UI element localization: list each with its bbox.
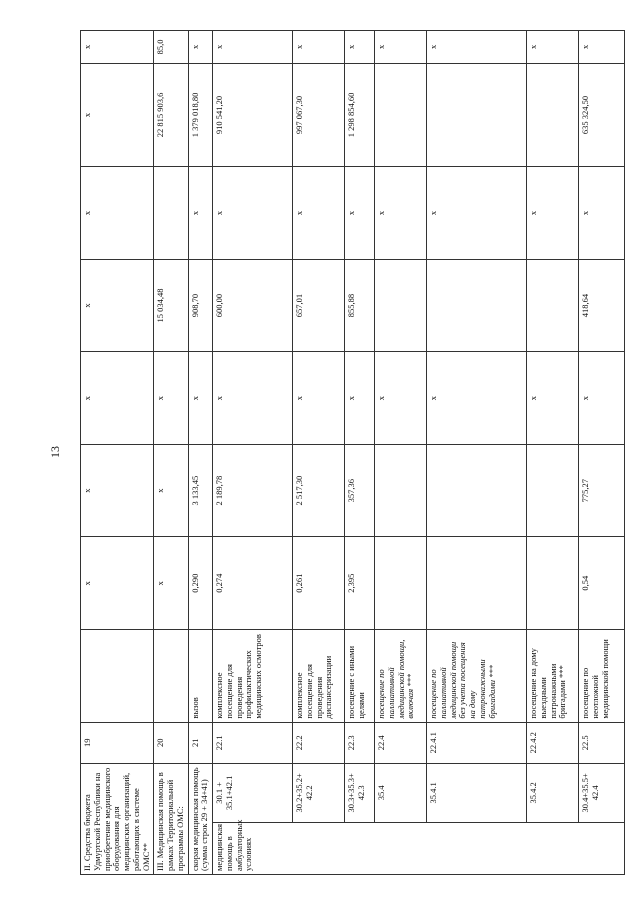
- unit-cell: [81, 630, 154, 723]
- table-row: [154, 31, 188, 875]
- value-cell: 85,0: [154, 31, 188, 64]
- row-name: скорая медицинская помощь (сумма строк 29 + 34+41): [188, 763, 213, 874]
- row-number: 22.3: [345, 722, 375, 763]
- value-cell: х: [81, 167, 154, 260]
- value-cell: [375, 259, 427, 352]
- source-rows: 35.4: [375, 763, 427, 822]
- value-cell: х: [427, 352, 527, 445]
- value-cell: х: [579, 167, 625, 260]
- page-number: 13: [48, 446, 62, 458]
- value-cell: 855,88: [345, 259, 375, 352]
- value-cell: х: [81, 259, 154, 352]
- value-cell: 908,70: [188, 259, 213, 352]
- unit-cell: посещение по паллиативной медицинской помощи, включая ***: [375, 630, 427, 723]
- value-cell: 2,395: [345, 537, 375, 630]
- table-row: [188, 31, 213, 875]
- value-cell: 15 034,48: [154, 259, 188, 352]
- value-cell: х: [154, 444, 188, 537]
- row-number: 22.4.1: [427, 722, 527, 763]
- source-rows: 30.3+35.3+ 42.3: [345, 763, 375, 822]
- value-cell: [427, 537, 527, 630]
- value-cell: [427, 259, 527, 352]
- value-cell: [527, 259, 579, 352]
- value-cell: 0,54: [579, 537, 625, 630]
- value-cell: х: [81, 444, 154, 537]
- value-cell: 22 815 903,6: [154, 63, 188, 166]
- value-cell: х: [293, 167, 345, 260]
- unit-cell: посещение с иными целями: [345, 630, 375, 723]
- row-number: 20: [154, 722, 188, 763]
- row-number: 22.4.2: [527, 722, 579, 763]
- value-cell: х: [188, 167, 213, 260]
- value-cell: 3 133,45: [188, 444, 213, 537]
- value-cell: 1 379 018,80: [188, 63, 213, 166]
- row-name: III. Медицинская помощь в рамках Территориальной программы ОМС:: [154, 763, 188, 874]
- value-cell: х: [188, 31, 213, 64]
- value-cell: 357,36: [345, 444, 375, 537]
- value-cell: [375, 537, 427, 630]
- value-cell: 1 298 854,60: [345, 63, 375, 166]
- value-cell: х: [293, 352, 345, 445]
- value-cell: [527, 63, 579, 166]
- unit-cell: [154, 630, 188, 723]
- value-cell: [527, 444, 579, 537]
- value-cell: х: [427, 31, 527, 64]
- source-rows: 30.4+35.5+ 42.4: [579, 763, 625, 822]
- value-cell: х: [527, 167, 579, 260]
- table-row: [293, 31, 345, 875]
- row-number: 21: [188, 722, 213, 763]
- value-cell: х: [345, 167, 375, 260]
- value-cell: 418,64: [579, 259, 625, 352]
- value-cell: х: [375, 31, 427, 64]
- value-cell: х: [213, 352, 293, 445]
- unit-cell: посещение на дому выездными патронажными бригадами ***: [527, 630, 579, 723]
- value-cell: [375, 63, 427, 166]
- value-cell: [527, 537, 579, 630]
- unit-cell: комплексное посещение для проведения профилактических медицинских осмотров: [213, 630, 293, 723]
- value-cell: х: [213, 31, 293, 64]
- source-rows: 30.1 + 35.1+42.1: [213, 763, 293, 822]
- table-row: [527, 31, 579, 875]
- row-number: 22.4: [375, 722, 427, 763]
- table-row: [213, 31, 293, 875]
- value-cell: 910 541,20: [213, 63, 293, 166]
- value-cell: х: [293, 31, 345, 64]
- financing-table: [80, 30, 610, 875]
- value-cell: 600,00: [213, 259, 293, 352]
- value-cell: 2 517,30: [293, 444, 345, 537]
- value-cell: [375, 444, 427, 537]
- value-cell: х: [81, 352, 154, 445]
- section-name: медицинская помощь в амбулаторных условиях: [213, 822, 625, 874]
- value-cell: х: [375, 167, 427, 260]
- unit-cell: посещение по неотложной медицинской помощи: [579, 630, 625, 723]
- table-row: [579, 31, 625, 875]
- value-cell: х: [527, 31, 579, 64]
- value-cell: х: [154, 537, 188, 630]
- table-row: [375, 31, 427, 875]
- unit-cell: посещение по паллиативной медицинской помощи без учета посещения на дому патронажными бригадами ***: [427, 630, 527, 723]
- value-cell: х: [345, 352, 375, 445]
- value-cell: 2 189,78: [213, 444, 293, 537]
- row-number: 22.5: [579, 722, 625, 763]
- value-cell: 0,261: [293, 537, 345, 630]
- value-cell: 0,290: [188, 537, 213, 630]
- value-cell: х: [81, 31, 154, 64]
- value-cell: [427, 444, 527, 537]
- unit-cell: комплексное посещение для проведения диспансеризации: [293, 630, 345, 723]
- row-number: 22.2: [293, 722, 345, 763]
- value-cell: х: [579, 352, 625, 445]
- source-rows: 35.4.2: [527, 763, 579, 822]
- row-number: 22.1: [213, 722, 293, 763]
- value-cell: 657,01: [293, 259, 345, 352]
- value-cell: х: [81, 63, 154, 166]
- value-cell: х: [579, 31, 625, 64]
- value-cell: х: [527, 352, 579, 445]
- source-rows: 30.2+35.2+ 42.2: [293, 763, 345, 822]
- rotated-table-frame: [80, 30, 610, 875]
- value-cell: 997 067,30: [293, 63, 345, 166]
- value-cell: 635 324,50: [579, 63, 625, 166]
- value-cell: [154, 167, 188, 260]
- value-cell: [427, 63, 527, 166]
- value-cell: х: [154, 352, 188, 445]
- value-cell: 775,27: [579, 444, 625, 537]
- row-name: II. Средства бюджета Удмуртской Республики на приобретение медицинского оборудования для медицинских организаций, работающих в системе ОМС**: [81, 763, 154, 874]
- value-cell: х: [213, 167, 293, 260]
- value-cell: х: [81, 537, 154, 630]
- table-row: [427, 31, 527, 875]
- value-cell: х: [188, 352, 213, 445]
- table-row: [345, 31, 375, 875]
- unit-cell: вызов: [188, 630, 213, 723]
- row-number: 19: [81, 722, 154, 763]
- value-cell: 0,274: [213, 537, 293, 630]
- table-row: [81, 31, 154, 875]
- source-rows: 35.4.1: [427, 763, 527, 822]
- value-cell: х: [427, 167, 527, 260]
- value-cell: х: [345, 31, 375, 64]
- value-cell: х: [375, 352, 427, 445]
- table-grid: [80, 30, 625, 875]
